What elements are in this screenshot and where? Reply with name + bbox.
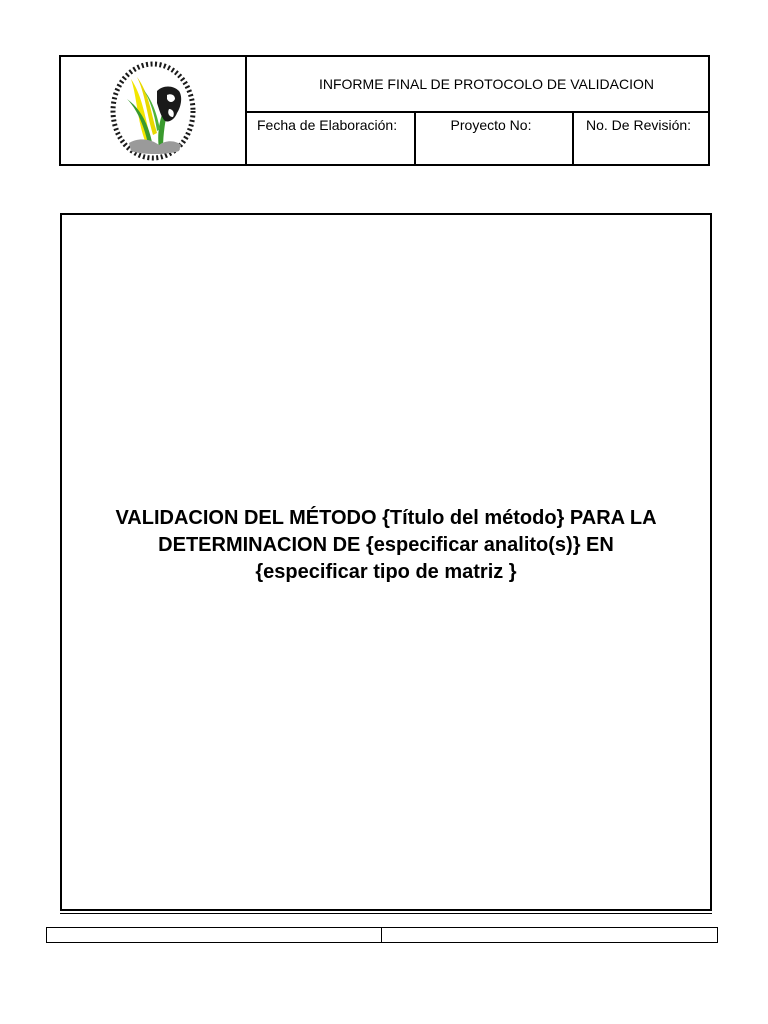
header-table bbox=[59, 55, 710, 166]
cover-box bbox=[60, 213, 712, 911]
no-revision-field[interactable]: No. De Revisión: bbox=[586, 117, 692, 133]
report-title: INFORME FINAL DE PROTOCOLO DE VALIDACION bbox=[247, 57, 708, 113]
header-info bbox=[247, 57, 708, 164]
footer-cell-right[interactable] bbox=[382, 928, 717, 942]
fecha-elaboracion-field[interactable]: Fecha de Elaboración: bbox=[247, 113, 416, 164]
header-fields-row bbox=[247, 113, 708, 164]
footer-table bbox=[46, 927, 718, 943]
logo-cell bbox=[61, 57, 247, 164]
institution-seal-logo-icon bbox=[107, 59, 199, 163]
proyecto-no-field[interactable]: Proyecto No: bbox=[416, 113, 574, 164]
footer-cell-left[interactable] bbox=[47, 928, 382, 942]
document-title: VALIDACION DEL MÉTODO {Título del método} PARA LA DETERMINACION DE {especificar analito(s)} EN {especificar tipo de matriz } bbox=[115, 506, 657, 583]
